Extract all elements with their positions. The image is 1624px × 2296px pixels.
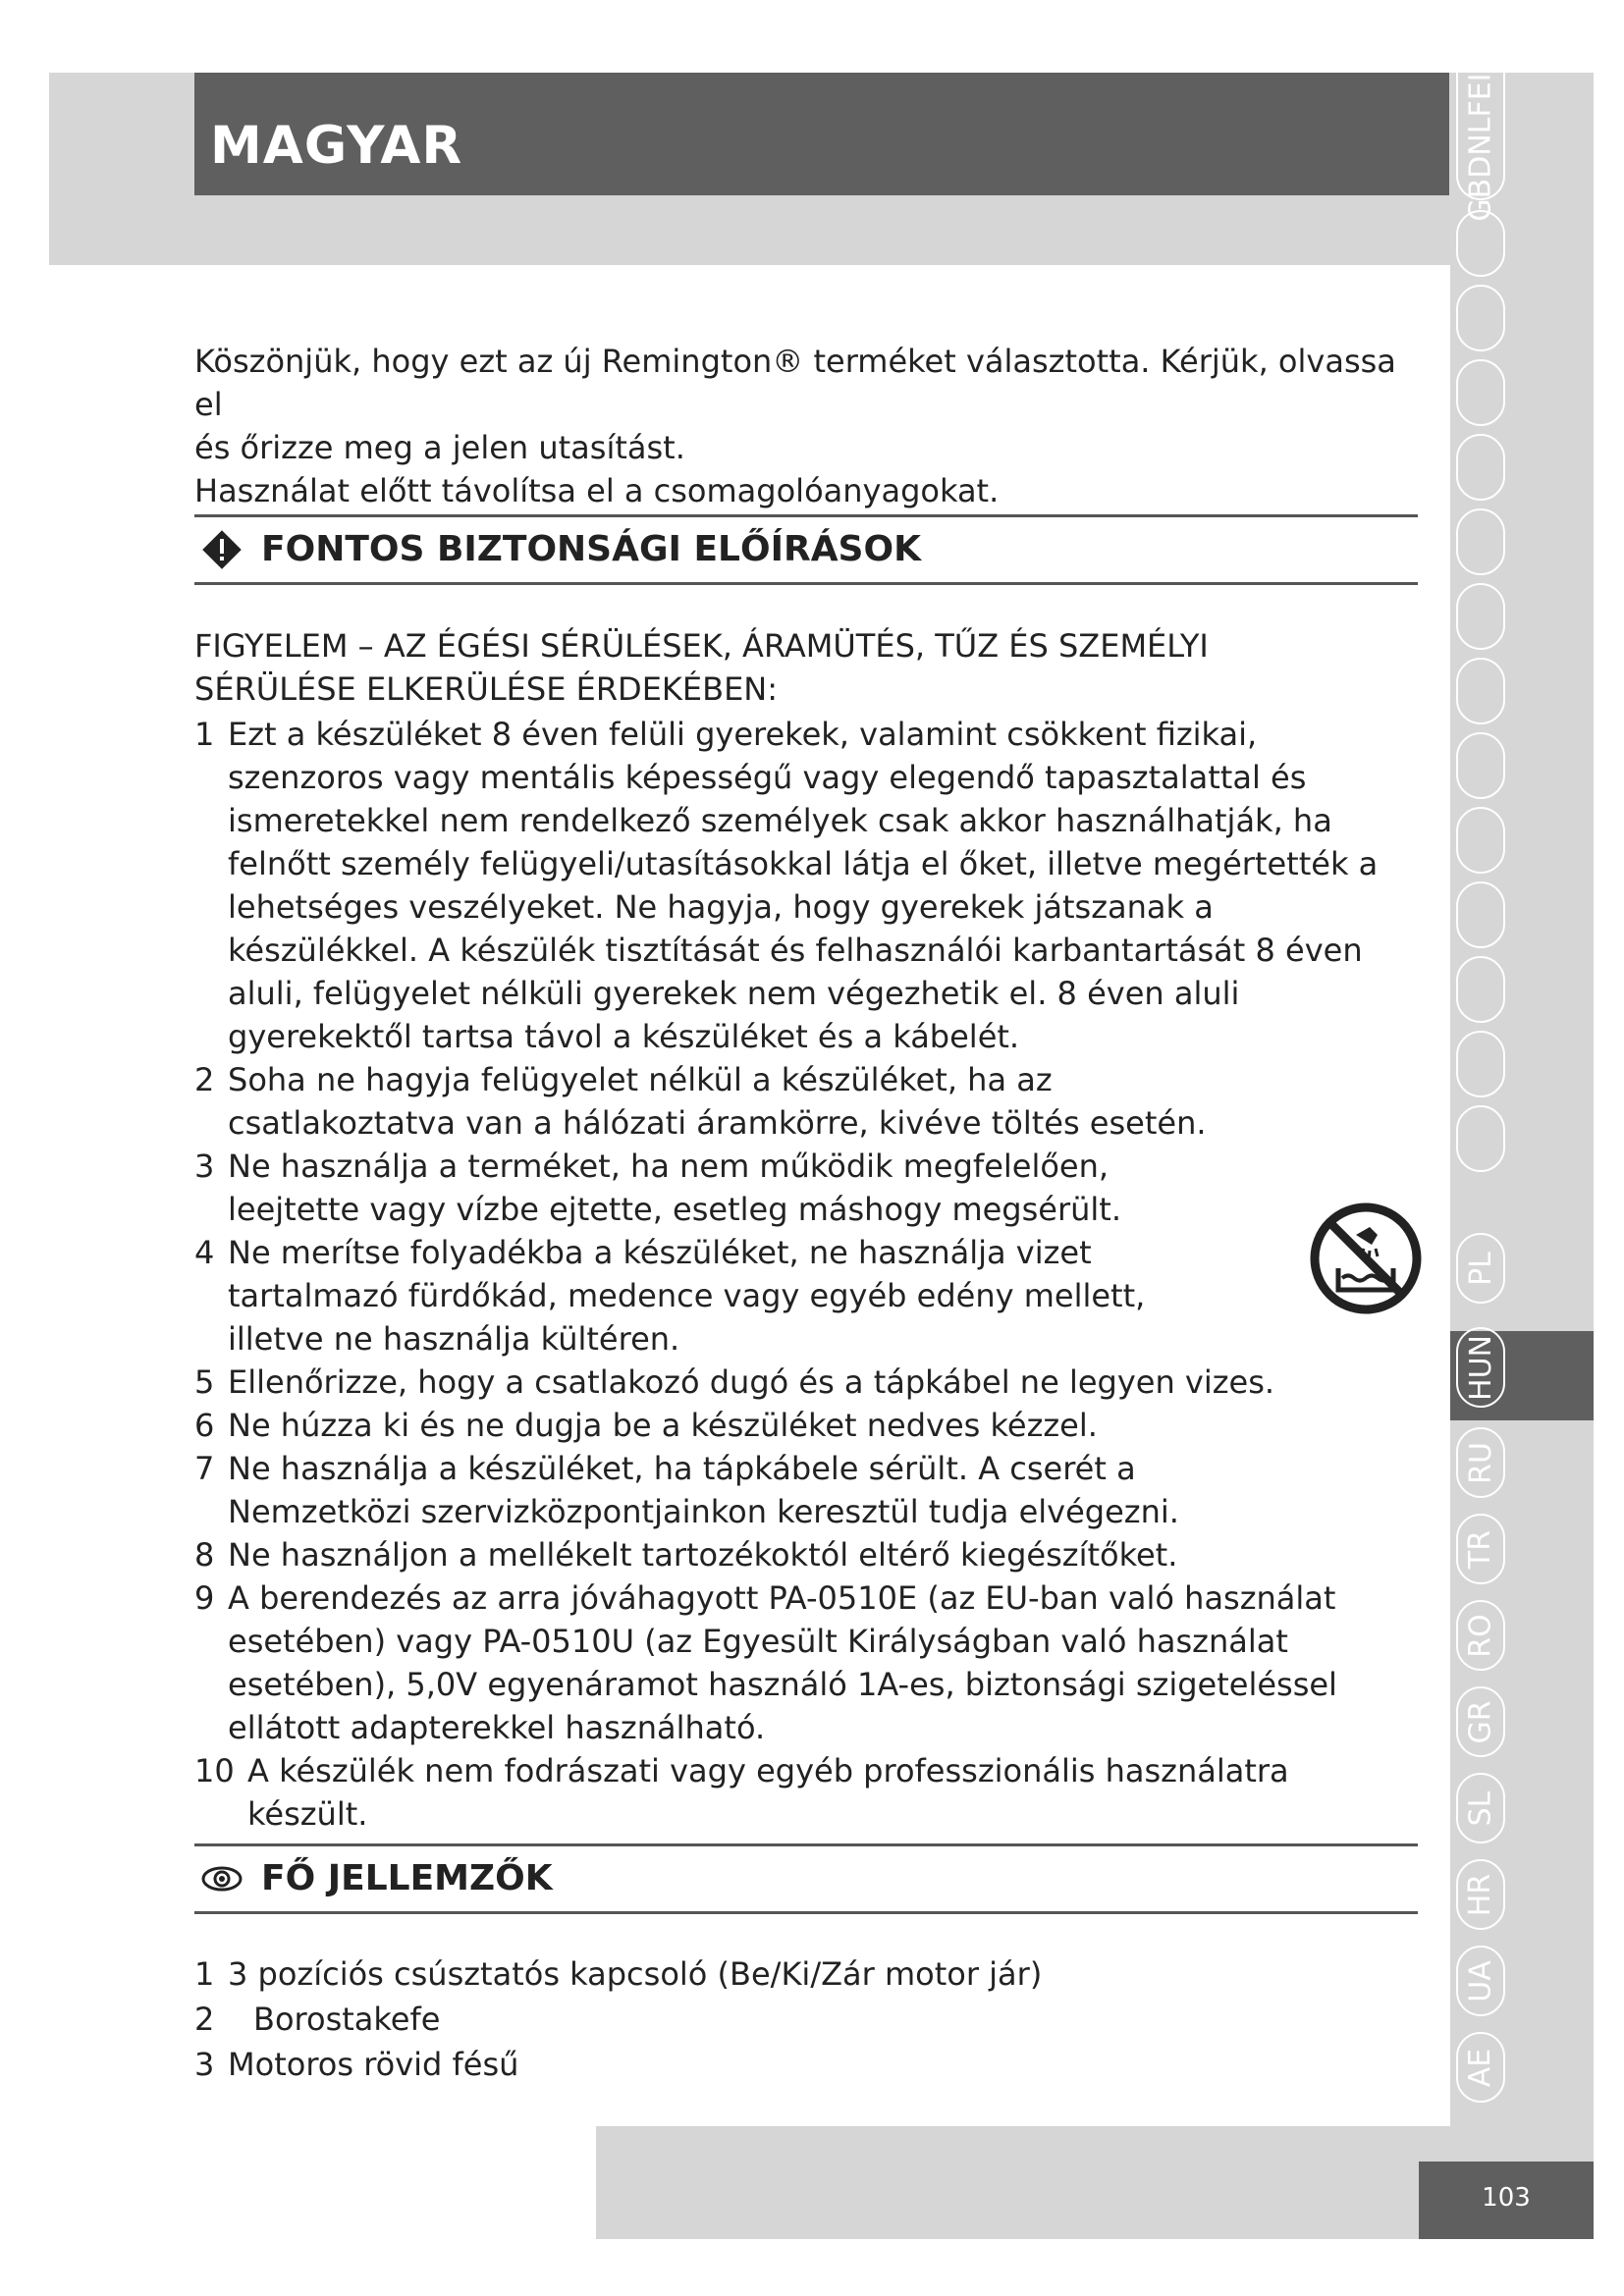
lang-tab-tr[interactable]: TR xyxy=(1456,1514,1505,1584)
item-number: 9 xyxy=(194,1579,215,1617)
features-section-heading xyxy=(194,1843,1418,1914)
safety-item-4 xyxy=(194,1231,1418,1361)
item-number: 3 xyxy=(194,2046,215,2083)
item-text: Borostakefe xyxy=(253,2001,441,2038)
safety-item-3 xyxy=(194,1145,1418,1231)
lang-tab-ro[interactable]: RO xyxy=(1456,1600,1505,1671)
lang-tab-sl[interactable]: SL xyxy=(1456,1773,1505,1843)
item-text: Ne húzza ki és ne dugja be a készüléket nedves kézzel. xyxy=(228,1407,1098,1444)
lang-tab-gr[interactable]: GR xyxy=(1456,1686,1505,1757)
safety-heading: FONTOS BIZTONSÁGI ELŐÍRÁSOK xyxy=(261,529,921,569)
lang-tab-empty xyxy=(1456,285,1505,351)
lang-tab-empty xyxy=(1456,956,1505,1023)
safety-warning: FIGYELEM – AZ ÉGÉSI SÉRÜLÉSEK, ÁRAMÜTÉS, TŰZ ÉS SZEMÉLYI SÉRÜLÉSE ELKERÜLÉSE ÉRDEKÉBEN: xyxy=(194,627,1209,708)
feature-item-3 xyxy=(194,2043,1418,2086)
lang-tab-empty xyxy=(1456,1105,1505,1172)
item-text: A készülék nem fodrászati vagy egyéb professzionális használatra készült. xyxy=(247,1752,1289,1833)
lang-tab-empty xyxy=(1456,807,1505,874)
item-number: 6 xyxy=(194,1407,215,1444)
item-number: 10 xyxy=(194,1752,235,1789)
lang-tab-hun[interactable]: HUN xyxy=(1456,1327,1505,1408)
lang-tab-gbdnlfeid[interactable]: GBDNLFEID xyxy=(1456,73,1505,200)
safety-section-heading xyxy=(194,514,1418,585)
safety-item-6 xyxy=(194,1404,1418,1447)
lang-tab-empty xyxy=(1456,210,1505,277)
item-text: Ne használja a készüléket, ha tápkábele sérült. A cserét a Nemzetközi szervizközpontjainkon keresztül tudja elvégezni. xyxy=(228,1450,1179,1530)
item-number: 2 xyxy=(194,2001,215,2038)
feature-item-1 xyxy=(194,1952,1418,1996)
safety-item-2 xyxy=(194,1058,1418,1145)
item-number: 4 xyxy=(194,1234,215,1271)
language-tabs xyxy=(1450,49,1521,2128)
item-text: Ezt a készüléket 8 éven felüli gyerekek, valamint csökkent fizikai, szenzoros vagy mentális képességű vagy elegendő tapasztalattal és ismeretekkel nem rendelkező személyek csak akkor használhatják, ha felnőtt személy felügyeli/utasításokkal látja el őket, illetve megértették a lehetséges veszélyeket. Ne hagyja, hogy gyerekek játszanak a készülékkel. A készülék tisztítását és felhasználói karbantartását 8 éven aluli, felügyelet nélküli gyerekek nem végezhetik el. 8 éven aluli gyerekektől tartsa távol a készüléket és a kábelét. xyxy=(228,716,1379,1055)
feature-item-2 xyxy=(194,1998,1418,2041)
item-number: 1 xyxy=(194,716,215,753)
item-number: 8 xyxy=(194,1536,215,1574)
lang-tab-empty xyxy=(1456,658,1505,724)
item-text: Ne merítse folyadékba a készüléket, ne használja vizet tartalmazó fürdőkád, medence vagy egyéb edény mellett, illetve ne használja kültéren. xyxy=(228,1234,1146,1358)
item-number: 1 xyxy=(194,1955,215,1993)
safety-item-1 xyxy=(194,713,1418,1058)
warning-diamond-icon xyxy=(200,528,244,571)
item-text: 3 pozíciós csúsztatós kapcsoló (Be/Ki/Zár motor jár) xyxy=(228,1955,1043,1993)
lang-tab-ae[interactable]: AE xyxy=(1456,2032,1505,2103)
safety-item-9 xyxy=(194,1576,1418,1749)
no-water-icon xyxy=(1307,1200,1425,1317)
lang-tab-ua[interactable]: UA xyxy=(1456,1946,1505,2016)
item-number: 5 xyxy=(194,1363,215,1401)
item-number: 7 xyxy=(194,1450,215,1487)
intro-line: Köszönjük, hogy ezt az új Remington® terméket választotta. Kérjük, olvassa el xyxy=(194,343,1396,423)
safety-item-7 xyxy=(194,1447,1418,1533)
lang-tab-empty xyxy=(1456,434,1505,501)
item-text: A berendezés az arra jóváhagyott PA-0510E (az EU-ban való használat esetében) vagy PA-0510U (az Egyesült Királyságban való használat esetében), 5,0V egyenáramot használó 1A-es, biztonsági szigeteléssel ellátott adapterekkel használható. xyxy=(228,1579,1337,1746)
safety-item-8 xyxy=(194,1533,1418,1576)
item-number: 2 xyxy=(194,1061,215,1098)
lang-tab-pl[interactable]: PL xyxy=(1456,1233,1505,1304)
lang-tab-empty xyxy=(1456,508,1505,575)
item-text: Motoros rövid fésű xyxy=(228,2046,519,2083)
intro-line: Használat előtt távolítsa el a csomagolóanyagokat. xyxy=(194,472,1000,509)
intro-line: és őrizze meg a jelen utasítást. xyxy=(194,429,685,466)
safety-content xyxy=(194,624,1418,1836)
page-title: MAGYAR xyxy=(210,116,463,176)
lang-tab-empty xyxy=(1456,732,1505,799)
language-title-box xyxy=(194,73,1449,195)
safety-item-10 xyxy=(194,1749,1418,1836)
item-text: Ne használja a terméket, ha nem működik megfelelően, leejtette vagy vízbe ejtette, esetleg máshogy megsérült. xyxy=(228,1148,1122,1228)
item-text: Soha ne hagyja felügyelet nélkül a készüléket, ha az csatlakoztatva van a hálózati áramkörre, kivéve töltés esetén. xyxy=(228,1061,1207,1142)
intro-text xyxy=(194,340,1418,512)
lang-tab-empty xyxy=(1456,881,1505,948)
safety-item-5 xyxy=(194,1361,1418,1404)
features-list xyxy=(194,1952,1418,2086)
lang-tab-hr[interactable]: HR xyxy=(1456,1859,1505,1930)
lang-tab-ru[interactable]: RU xyxy=(1456,1427,1505,1498)
lang-tab-empty xyxy=(1456,583,1505,650)
eye-icon xyxy=(200,1857,244,1900)
page-number: 103 xyxy=(1482,2183,1531,2213)
lang-tab-empty xyxy=(1456,359,1505,426)
item-text: Ne használjon a mellékelt tartozékoktól eltérő kiegészítőket. xyxy=(228,1536,1178,1574)
features-heading: FŐ JELLEMZŐK xyxy=(261,1858,553,1898)
item-text: Ellenőrizze, hogy a csatlakozó dugó és a tápkábel ne legyen vizes. xyxy=(228,1363,1275,1401)
lang-tab-empty xyxy=(1456,1031,1505,1097)
page-number-box xyxy=(1419,2162,1594,2239)
item-number: 3 xyxy=(194,1148,215,1185)
